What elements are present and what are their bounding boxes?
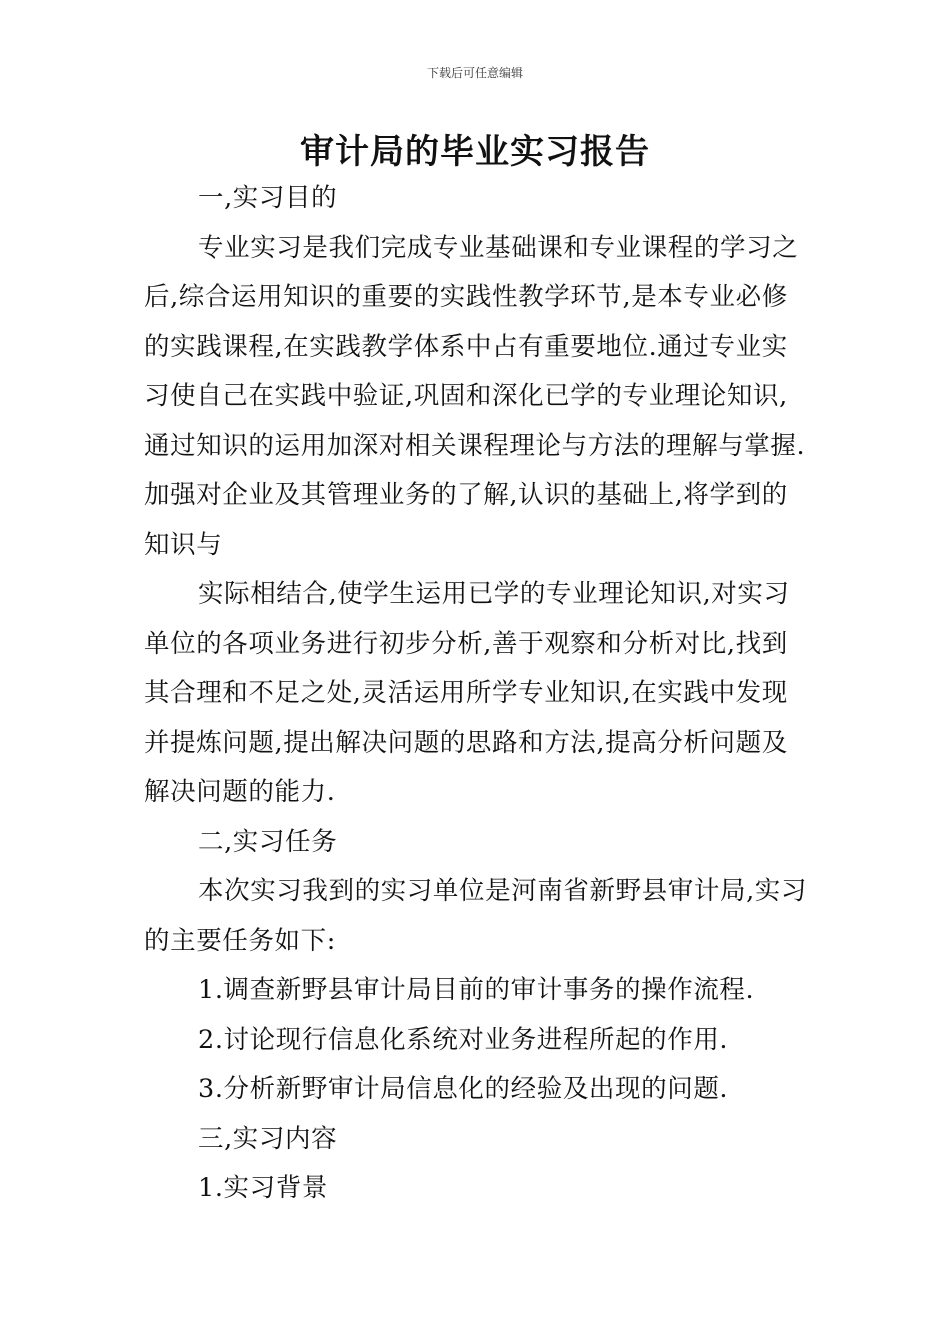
paragraph-line: 的主要任务如下: <box>144 925 336 956</box>
paragraph-line: 其合理和不足之处,灵活运用所学专业知识,在实践中发现 <box>144 678 788 708</box>
header-note: 下载后可任意编辑 <box>426 66 523 80</box>
paragraph-line: 知识与 <box>144 529 223 560</box>
paragraph-line: 通过知识的运用加深对相关课程理论与方法的理解与掌握. <box>144 430 806 461</box>
list-item: 1.调查新野县审计局目前的审计事务的操作流程. <box>198 975 755 1005</box>
paragraph-line: 本次实习我到的实习单位是河南省新野县审计局,实习 <box>198 876 808 906</box>
section-heading: 二,实习任务 <box>198 826 338 857</box>
paragraph-line: 加强对企业及其管理业务的了解,认识的基础上,将学到的 <box>144 480 788 510</box>
paragraph-line: 习使自己在实践中验证,巩固和深化已学的专业理论知识, <box>144 381 788 411</box>
subsection-heading: 1.实习背景 <box>198 1173 328 1203</box>
paragraph-line: 专业实习是我们完成专业基础课和专业课程的学习之 <box>198 232 799 263</box>
paragraph-line: 的实践课程,在实践教学体系中占有重要地位.通过专业实 <box>144 331 788 362</box>
paragraph-line: 单位的各项业务进行初步分析,善于观察和分析对比,找到 <box>144 628 788 659</box>
list-item: 3.分析新野审计局信息化的经验及出现的问题. <box>198 1074 729 1104</box>
paragraph-line: 并提炼问题,提出解决问题的思路和方法,提高分析问题及 <box>144 727 788 758</box>
paragraph-line: 实际相结合,使学生运用已学的专业理论知识,对实习 <box>198 579 790 609</box>
section-heading: 三,实习内容 <box>198 1123 338 1154</box>
section-heading: 一,实习目的 <box>198 183 338 213</box>
document-title: 审计局的毕业实习报告 <box>300 132 650 172</box>
paragraph-line: 解决问题的能力. <box>144 777 336 807</box>
document-body <box>144 174 808 1214</box>
list-item: 2.讨论现行信息化系统对业务进程所起的作用. <box>198 1024 729 1055</box>
paragraph-line: 后,综合运用知识的重要的实践性教学环节,是本专业必修 <box>144 282 788 312</box>
